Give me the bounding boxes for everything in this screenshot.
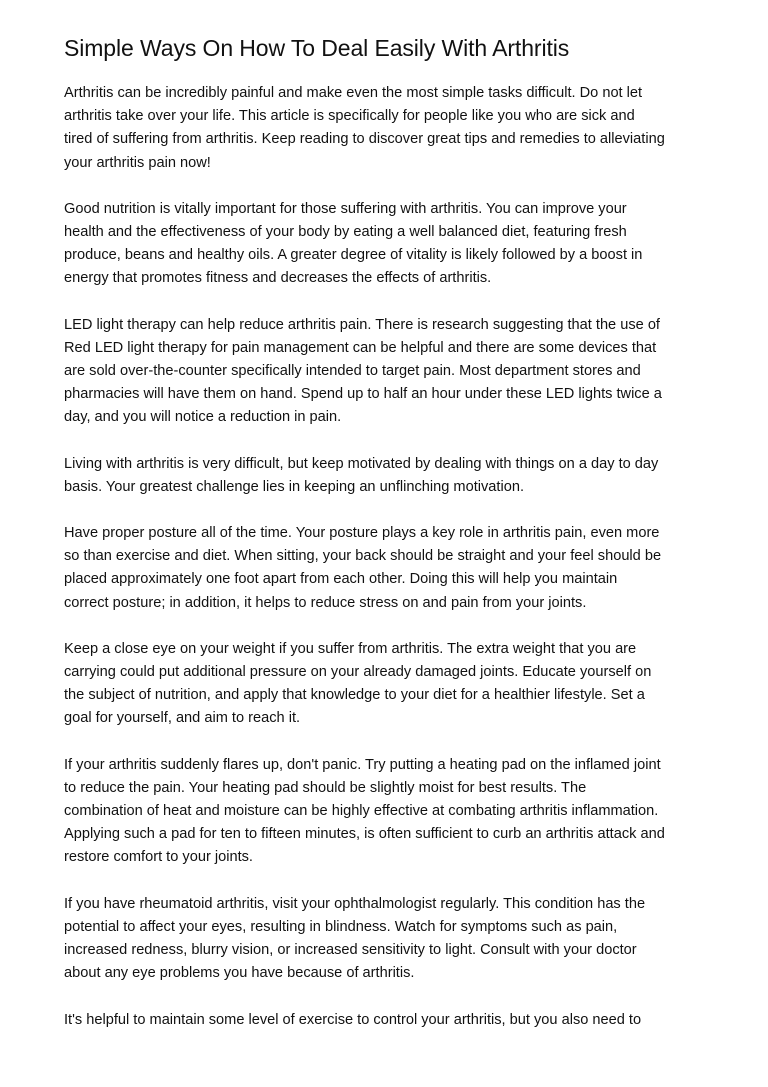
paragraph	[64, 1009, 714, 1032]
paragraph-line: day, and you will notice a reduction in pain.	[64, 409, 342, 426]
paragraph-line: arthritis take over your life. This article is specifically for people like you who are sick and	[64, 108, 635, 125]
paragraph-line: Red LED light therapy for pain management can be helpful and there are some devices that	[64, 339, 657, 356]
paragraph-line: If you have rheumatoid arthritis, visit your ophthalmologist regularly. This condition has the	[64, 895, 646, 912]
paragraph-line: to reduce the pain. Your heating pad should be slightly moist for best results. The	[64, 779, 587, 796]
paragraph	[64, 453, 714, 499]
document-page	[64, 32, 714, 1055]
paragraph-line: Good nutrition is vitally important for those suffering with arthritis. You can improve your	[64, 200, 627, 217]
paragraph-line: so than exercise and diet. When sitting, your back should be straight and your feel should be	[64, 548, 662, 565]
paragraph-line: carrying could put additional pressure on your already damaged joints. Educate yourself on	[64, 664, 652, 681]
paragraph-line: If your arthritis suddenly flares up, don't panic. Try putting a heating pad on the inflamed joint	[64, 756, 661, 773]
paragraph-line: the subject of nutrition, and apply that knowledge to your diet for a healthier lifestyle. Set a	[64, 687, 645, 704]
paragraph	[64, 82, 714, 175]
paragraph-line: about any eye problems you have because of arthritis.	[64, 965, 415, 982]
paragraph-line: combination of heat and moisture can be highly effective at combating arthritis inflammation.	[64, 803, 659, 820]
paragraph	[64, 754, 714, 870]
paragraph-line: goal for yourself, and aim to reach it.	[64, 710, 301, 727]
document-title: Simple Ways On How To Deal Easily With Arthritis	[64, 35, 570, 61]
paragraph-line: Have proper posture all of the time. Your posture plays a key role in arthritis pain, even more	[64, 525, 660, 542]
paragraph-line: produce, beans and healthy oils. A greater degree of vitality is likely followed by a boost in	[64, 247, 643, 264]
paragraph-line: LED light therapy can help reduce arthritis pain. There is research suggesting that the use of	[64, 316, 660, 333]
paragraph	[64, 314, 714, 430]
paragraph-line: energy that promotes fitness and decreases the effects of arthritis.	[64, 270, 492, 287]
paragraph-line: your arthritis pain now!	[64, 154, 211, 171]
paragraph	[64, 893, 714, 986]
paragraph-line: pharmacies will have them on hand. Spend up to half an hour under these LED lights twice a	[64, 386, 662, 403]
paragraph-line: Applying such a pad for ten to fifteen minutes, is often sufficient to curb an arthritis attack and	[64, 826, 665, 843]
paragraph-line: are sold over-the-counter specifically intended to target pain. Most department stores and	[64, 363, 641, 380]
paragraph-line: restore comfort to your joints.	[64, 849, 253, 866]
paragraph	[64, 522, 714, 615]
paragraph-line: potential to affect your eyes, resulting in blindness. Watch for symptoms such as pain,	[64, 918, 618, 935]
paragraph-line: It's helpful to maintain some level of exercise to control your arthritis, but you also need to	[64, 1011, 642, 1028]
paragraph	[64, 198, 714, 291]
paragraph-line: tired of suffering from arthritis. Keep reading to discover great tips and remedies to alleviating	[64, 131, 665, 148]
paragraph-line: Arthritis can be incredibly painful and make even the most simple tasks difficult. Do not let	[64, 85, 643, 101]
paragraph-line: Living with arthritis is very difficult, but keep motivated by dealing with things on a day to day	[64, 455, 659, 472]
paragraph	[64, 638, 714, 731]
paragraph-line: Keep a close eye on your weight if you suffer from arthritis. The extra weight that you are	[64, 640, 637, 657]
document-body	[64, 82, 714, 1032]
paragraph-line: increased redness, blurry vision, or increased sensitivity to light. Consult with your doctor	[64, 942, 637, 959]
paragraph-line: health and the effectiveness of your body by eating a well balanced diet, featuring fresh	[64, 224, 627, 241]
paragraph-line: correct posture; in addition, it helps to reduce stress on and pain from your joints.	[64, 594, 587, 611]
paragraph-line: basis. Your greatest challenge lies in keeping an unflinching motivation.	[64, 478, 525, 495]
paragraph-line: placed approximately one foot apart from each other. Doing this will help you maintain	[64, 571, 618, 588]
